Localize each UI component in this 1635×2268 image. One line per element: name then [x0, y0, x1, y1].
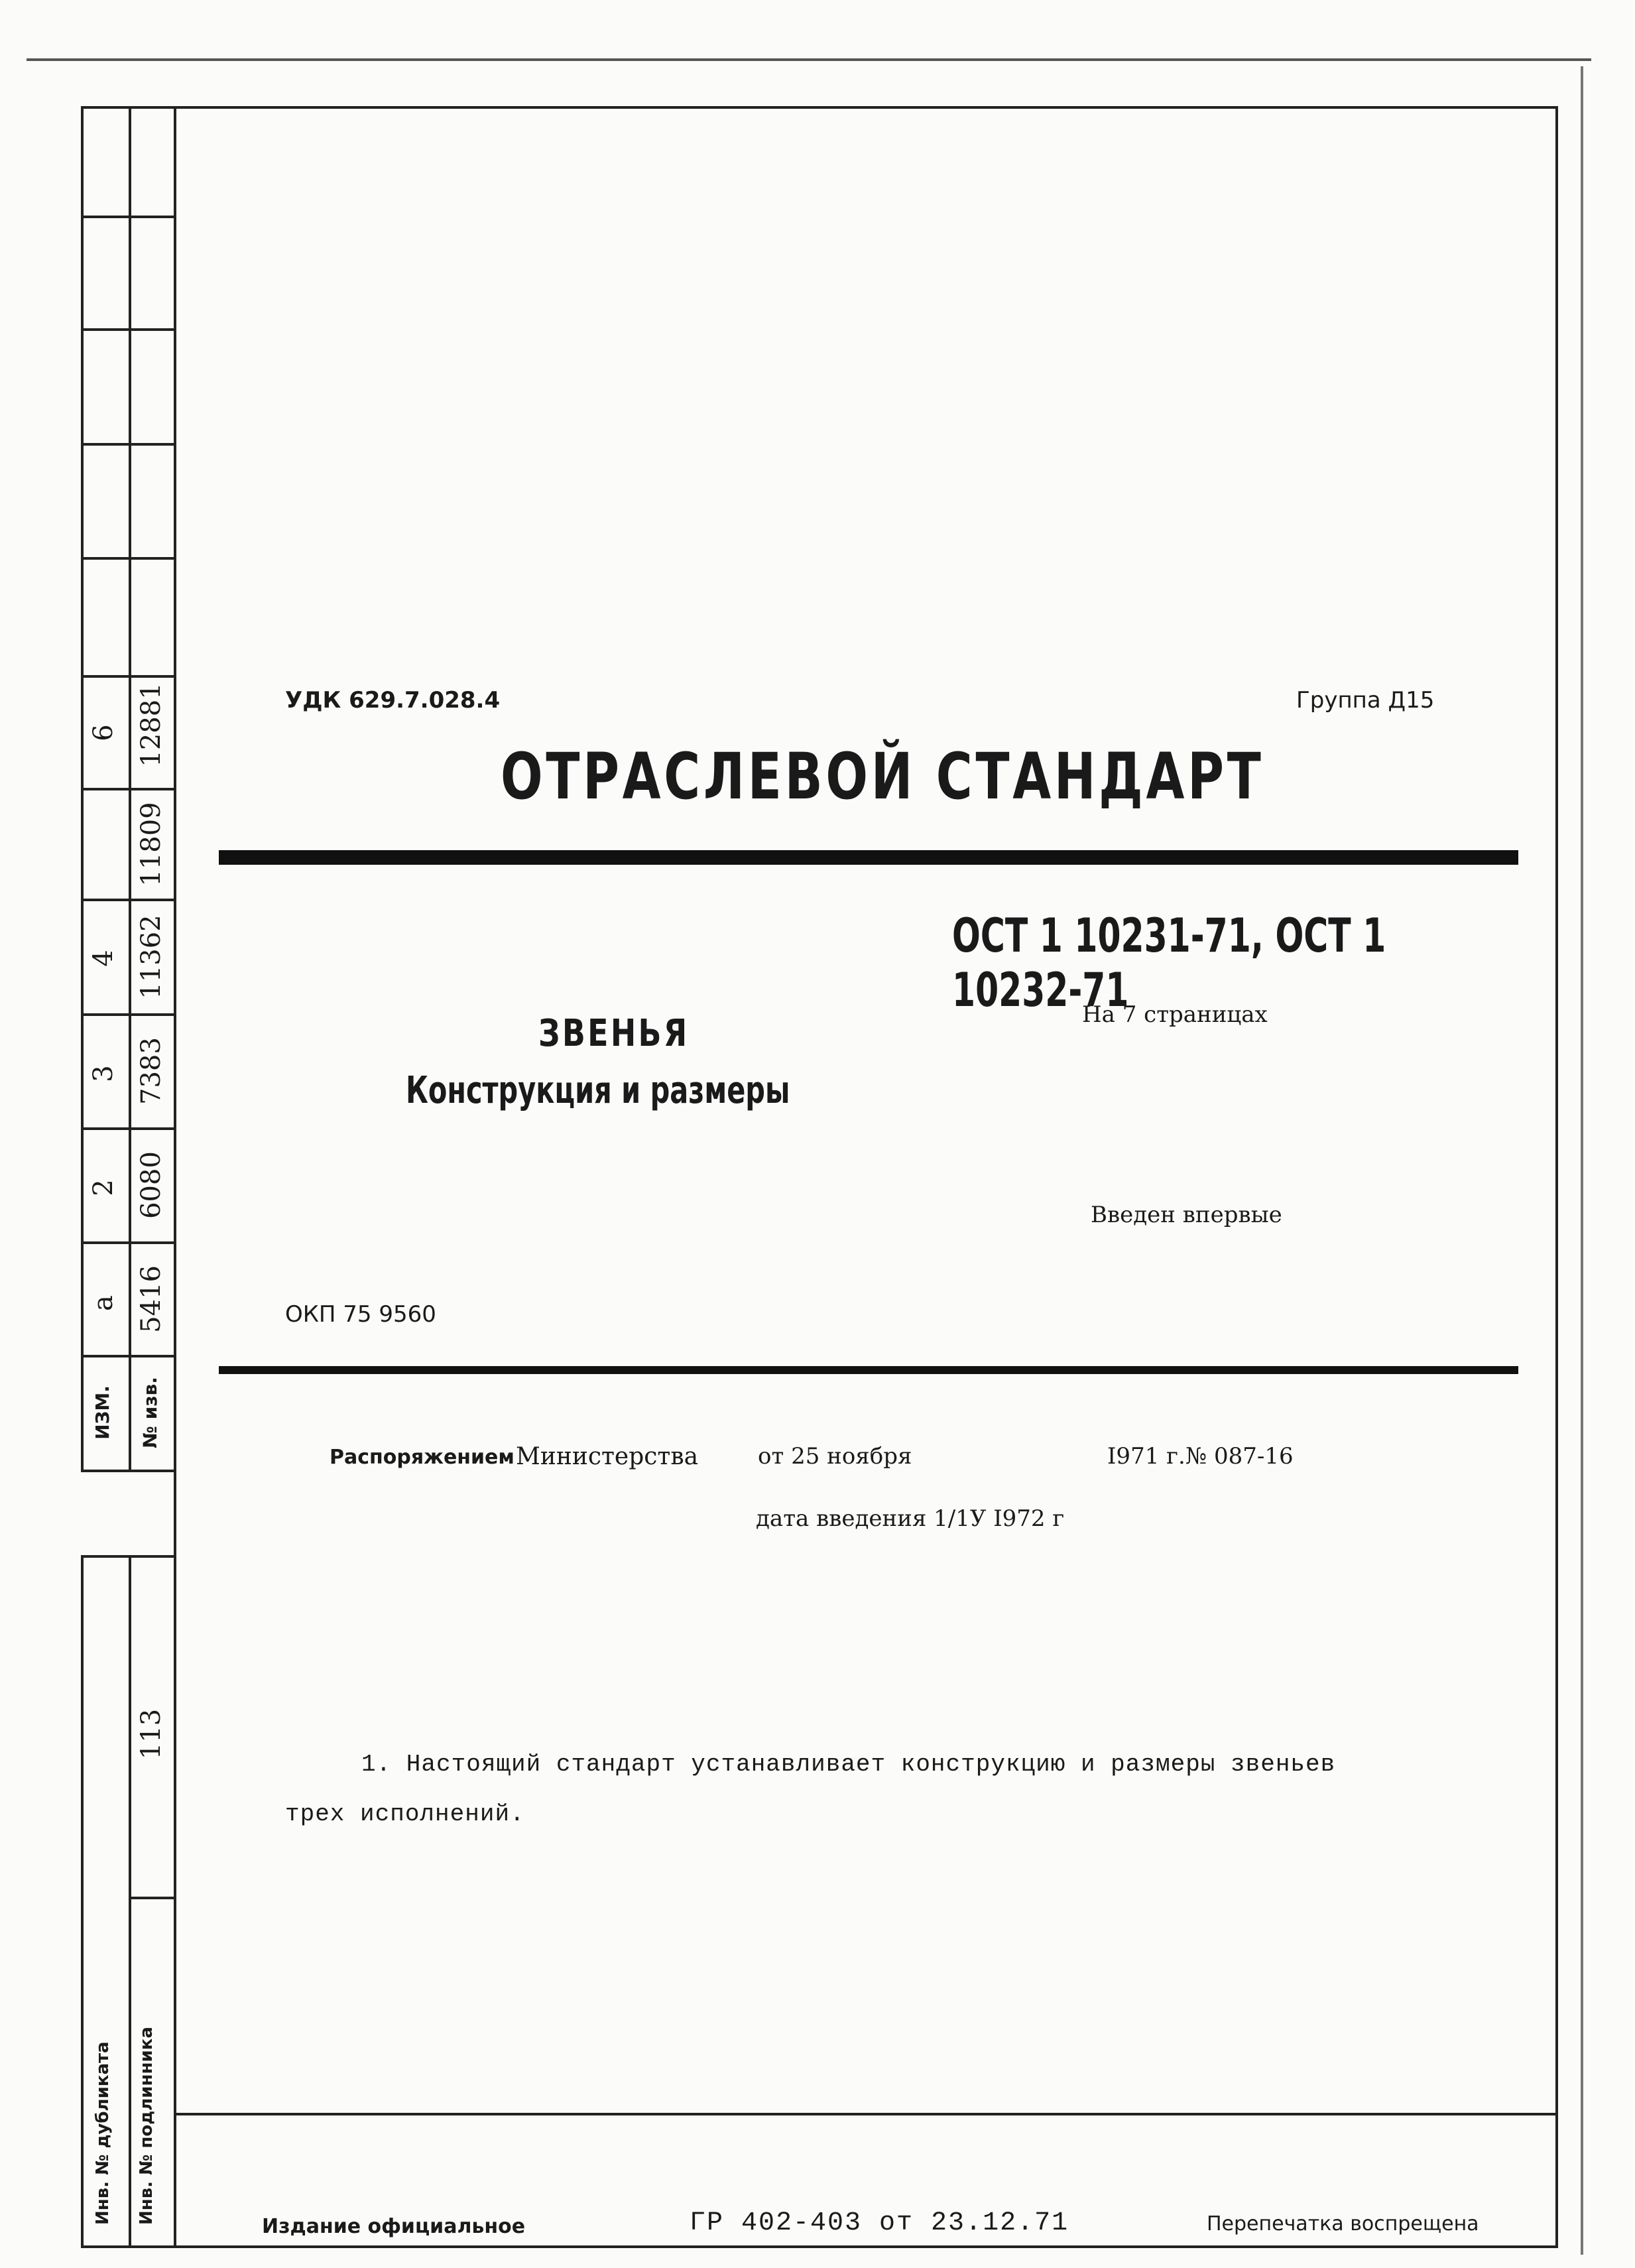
notice-number: 11362 [136, 914, 166, 999]
notice-number: 5416 [136, 1265, 166, 1333]
order-year: I971 г. [1107, 1443, 1185, 1470]
change-header: ИЗМ. [91, 1385, 113, 1440]
strip-line [81, 557, 176, 560]
strip-line [81, 328, 176, 331]
notice-number: 7383 [136, 1037, 166, 1105]
change-number: a [88, 1295, 119, 1311]
strip-line [81, 899, 176, 901]
edition-note: Издание официальное [262, 2215, 526, 2238]
top-rule [27, 58, 1591, 61]
strip-line [81, 216, 176, 218]
order-number: № 087-16 [1185, 1443, 1294, 1470]
change-number: 6 [88, 724, 119, 741]
page-title: ОТРАСЛЕВОЙ СТАНДАРТ [501, 739, 1264, 814]
order-ministry: Министерства [516, 1443, 699, 1470]
body-paragraph: 1. Настоящий стандарт устанавливает конструкцию и размеры звеньев [361, 1751, 1336, 1778]
udk-code: УДК 629.7.028.4 [285, 687, 501, 714]
group-code: Группа Д15 [1296, 687, 1435, 714]
duplicate-number: 113 [136, 1708, 166, 1760]
introduced-note: Введен впервые [1091, 1202, 1282, 1228]
notice-header: № изв. [139, 1377, 161, 1448]
subject-subtitle: Конструкция и размеры [406, 1069, 790, 1112]
notice-number: 12881 [136, 682, 166, 767]
standard-numbers: ОСТ 1 10231-71, ОСТ 1 10232-71 [952, 909, 1386, 1017]
body-paragraph-continuation: трех исполнений. [285, 1800, 525, 1828]
strip-line [81, 1241, 176, 1244]
change-number: 4 [88, 950, 119, 967]
strip-line [81, 1127, 176, 1130]
footer-divider [174, 2113, 1558, 2115]
inventory-strip-divider [129, 1555, 131, 2248]
right-border-line [1581, 66, 1583, 2255]
strip-line [81, 443, 176, 446]
change-number: 3 [88, 1065, 119, 1082]
strip-line [129, 1897, 176, 1899]
strip-line [81, 788, 176, 790]
change-number: 2 [88, 1179, 119, 1196]
strip-line [81, 1013, 176, 1016]
page-frame [174, 106, 1558, 2248]
strip-line [81, 1355, 176, 1357]
notice-number: 11809 [136, 802, 166, 887]
subject-title: ЗВЕНЬЯ [538, 1012, 690, 1055]
okp-code: ОКП 75 9560 [285, 1301, 436, 1328]
section-bar [219, 1366, 1518, 1374]
duplicate-label: Инв. № дубликата [93, 2041, 113, 2225]
registration-number: ГР 402-403 от 23.12.71 [690, 2208, 1069, 2238]
title-bar [219, 850, 1518, 865]
order-label: Распоряжением [330, 1446, 515, 1469]
reprint-note: Перепечатка воспрещена [1207, 2212, 1479, 2236]
effective-date: дата введения 1/1У I972 г [756, 1505, 1065, 1532]
notice-number: 6080 [136, 1151, 166, 1219]
original-label: Инв. № подлинника [137, 2027, 156, 2225]
page-count: На 7 страницах [1082, 1001, 1268, 1028]
order-date: от 25 ноября [758, 1443, 912, 1470]
